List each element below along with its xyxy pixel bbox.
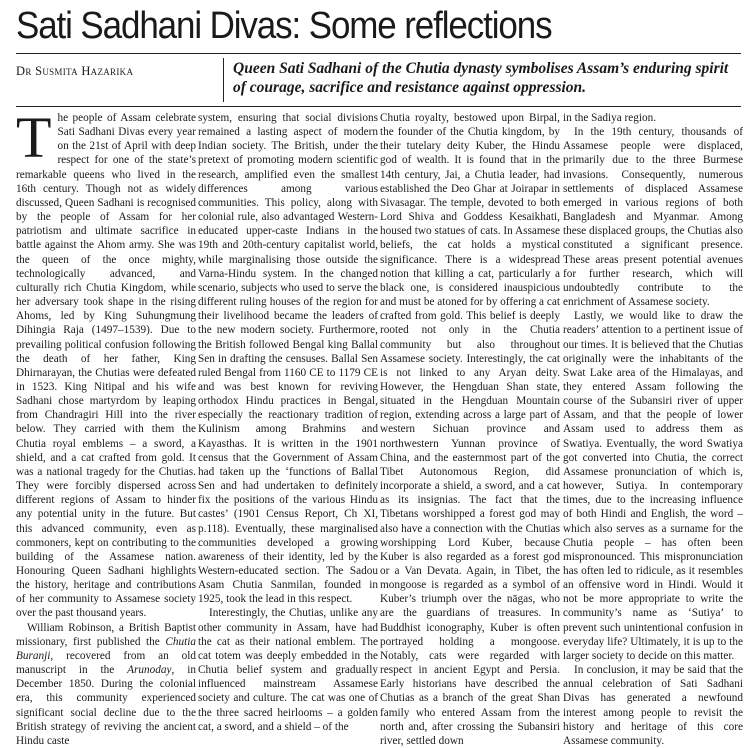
publication-title: Arunoday	[127, 664, 172, 677]
paragraph: In conclusion, it may be said that the annual celebration of Sati Sadhani Divas has generated a newfound interest among people to revisit the history and heritage of this core Assamese community.	[563, 664, 743, 747]
mid-rule	[16, 106, 741, 107]
paragraph-text: , recovered from an old manuscript in the	[16, 649, 196, 677]
paragraph	[16, 105, 196, 621]
paragraph: Chutia royalty, bestowed upon Birpal, the founder of the Chutia kingdom, by their tutelary deity Kuber, the Hindu god of wealth. It is found that in the 14th century, Jai, a Chutia leader, had established the Deo Ghar at Joirapar in Sivasagar. The temple, devoted to both Lord Shiva and Goddess Kesaikhati, housed two statues of cats. In Assamese beliefs, the cat holds a mystical significance. There is a widespread notion that killing a cat, particularly a black one, is considered inauspicious and must be atoned for by offering a cat crafted from gold. This belief is deeply rooted not only in the Chutia community but also throughout Assamese society. Interestingly, the cat is not linked to any Aryan deity. However, the Hengduan Shan state, situated in the Hengduan Mountain region, extending across a large part of western Sichuan province and northwestern Yunnan province of China, and the easternmost part of the Tibet Autonomous Region, did incorporate a shield, a sword, and a cat as its insignias. The fact that the Tibetans worshipped a forest god may also have a connection with the Chutias worshipping Lord Kuber, because Kuber is also regarded as a forest god or a Van Devata. Again, in Tibet, the mongoose is regarded as a symbol of Kuber’s triumph over the nāgas, who are the guardians of treasures. In Buddhist iconography, Kuber is often portrayed holding a mongoose. Notably, cats were regarded with respect in ancient Egypt and Persia. Early historians have described the Chutias as a branch of the great Shan family who entered Assam from the north and, after crossing the Subansiri river, settled down	[380, 112, 560, 747]
byline-prefix: Dr	[16, 64, 32, 78]
paragraph: In the 19th century, thousands of Assamese people were displaced, primarily due to the three Burmese invasions. Consequently, numerous settlements of displaced Assamese emerged in various regions of both Bangladesh and Myanmar. Among these displaced groups, the Chutias also constituted a significant presence. These areas present potential avenues for further research, which will undoubtedly contribute to the enrichment of Assamese society.	[563, 126, 743, 309]
paragraph-text: he people of Assam celebrate Sati Sadhani Divas every year on the 21st of April with deep respect for one of the state’s remarkable queens who lived in the 16th century. Though not as widely discussed, Queen Sadhani is recognised by the people of Assam for her patriotism and ultimate sacrifice in battle against the Ahom army. She was the queen of the once mighty, technologically advanced, and culturally rich Chutia Kingdom, while her adversary took shape in the rising Ahoms, led by King Suhungmung Dihingia Raja (1497–1539). Due to prevailing political confusion following the death of her father, King Dhirnarayan, the Chutias were defeated in 1523. King Nitipal and his wife Sadhani chose martyrdom by leaping from Chandragiri Hill into the river below. They carried with them the Chutia royal emblems – a sword, a shield, and a cat crafted from gold. It was a national tragedy for the Chutias. They were forcibly dispersed across different regions of Assam to hinder any potential unity in the future. But this advanced community, even as commoners, kept on contributing to the building of the Assamese nation. Honouring Queen Sadhani highlights the history, heritage and contributions of her community to Assamese society over the past thousand years.	[16, 112, 196, 620]
headline: Sati Sadhani Divas: Some reflections	[16, 5, 552, 47]
article-column-1	[16, 105, 196, 747]
paragraph-text: William Robinson, a British Baptist missionary, first published the	[16, 621, 196, 648]
paragraph: in the Sadiya region.	[563, 112, 657, 124]
byline-author: Susmita Hazarika	[35, 64, 134, 78]
drop-cap: T	[16, 105, 52, 170]
paragraph: Interestingly, the Chutias, unlike any other community in Assam, have had the cat as their national emblem. The cat totem was deeply embedded in the Chutia belief system and gradually influenced mainstream Assamese society and culture. The cat was one of the three sacred heirlooms – a golden cat, a sword, and a shield – of the	[198, 607, 378, 733]
standfirst: Queen Sati Sadhani of the Chutia dynasty symbolises Assam’s enduring spirit of courage, sacrifice and resistance against oppression.	[233, 60, 729, 96]
article-column-4	[563, 111, 743, 747]
paragraph-text: , in December 1850. During the colonial era, this community experienced significant social decline due to the British strategy of reviving the ancient Hindu caste	[16, 664, 196, 747]
vertical-rule	[223, 58, 224, 102]
paragraph: system, ensuring that social divisions remained a lasting aspect of modern Indian society. The British, under the pretext of promoting modern scientific research, amplified even the smallest differences among various communities. This policy, along with colonial rule, also advantaged Western-educated upper-caste Indians in the 19th and 20th-century capitalist world, while marginalising those outside the Varna-Hindu system. In the changed scenario, subjects who used to serve the different ruling houses of the region for their livelihood became the leaders of the new modern society. Furthermore, the British followed Bengal king Ballal Sen in drafting the censuses. Ballal Sen ruled Bengal from 1160 CE to 1179 CE and was best known for reviving orthodox Hindu practices in Bengal, especially the reactionary tradition of Kulinism among Brahmins and Kayasthas. It is written in the 1901 census that the Government of Assam had taken up the ‘functions of Ballal Sen and had undertaken to definitely fix the positions of the various Hindu castes’ (1901 Census Report, Ch XI, p.118). Eventually, these marginalised communities developed a growing awareness of their identity, led by the Western-educated section. The Sadou Asam Chutia Sanmilan, founded in 1925, took the lead in this respect.	[198, 112, 378, 606]
article-column-3	[380, 111, 560, 747]
top-rule	[16, 53, 741, 54]
article-column-2	[198, 111, 378, 733]
paragraph	[16, 621, 196, 748]
paragraph: Lastly, we would like to draw the readers’ attention to a pertinent issue of our times. It is believed that the Chutias originally were the inhabitants of the Swat Lake area of the Himalayas, and they entered Assam following the course of the Subansiri river of upper Assam, and that the people of lower Assam used to address them as Swatiya. Eventually, the word Swatiya got converted into Chutia, the correct Assamese pronunciation of which is, however, Sutiya. In contemporary times, due to the increasing influence of both Hindi and English, the word – which also serves as a surname for the Chutia people – has often been mispronounced. This mispronunciation has often led to ridicule, as it resembles an offensive word in Hindi. Would it not be more appropriate to write the community’s name as ‘Sutiya’ to prevent such unintentional confusion in everyday life? Ultimately, it is up to the larger society to decide on this matter.	[563, 310, 743, 662]
book-title: Chutia Buranji	[16, 635, 196, 662]
byline	[16, 64, 133, 79]
